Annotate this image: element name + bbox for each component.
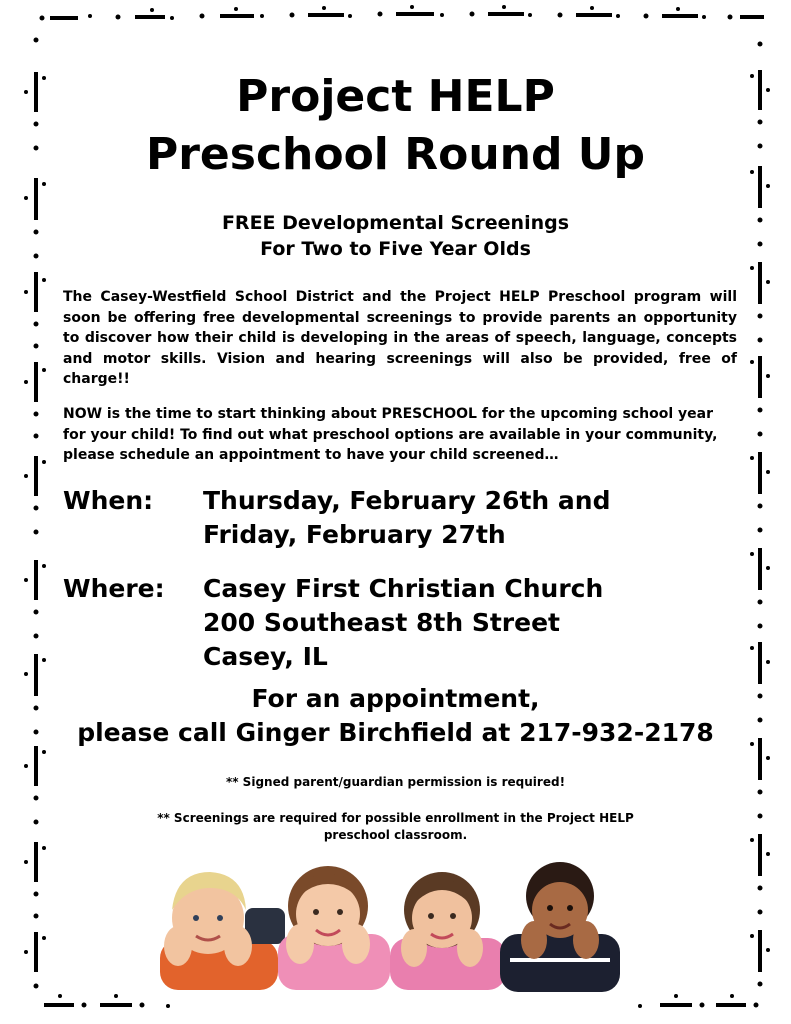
where-line-2: 200 Southeast 8th Street — [203, 608, 560, 637]
title-line-1: Project HELP — [236, 71, 555, 122]
when-line-1: Thursday, February 26th and — [203, 486, 611, 515]
child-3-figure — [390, 872, 506, 990]
when-line-2: Friday, February 27th — [203, 520, 506, 549]
subtitle-line-1: FREE Developmental Screenings — [221, 212, 570, 234]
appointment-line-2: please call Ginger Birchfield at 217-932-2178 — [77, 718, 714, 747]
child-2-figure — [278, 866, 390, 990]
where-line-3: Casey, IL — [203, 642, 328, 671]
title-line-2: Preschool Round Up — [145, 129, 646, 180]
child-4-figure — [500, 862, 620, 992]
intro-paragraph: The Casey-Westfield School District and the Project HELP Preschool program will soon be offering free developmental screenings to provide parents an opportunity to discover how their child is developing in the areas of speech, language, concepts and motor skills. Vision and hearing screenings will also be provided, free of charge!! — [63, 289, 737, 387]
appointment-line-1: For an appointment, — [251, 684, 540, 713]
when-label: When: — [63, 486, 154, 515]
where-line-1: Casey First Christian Church — [203, 574, 604, 603]
permission-note: ** Signed parent/guardian permission is required! — [225, 775, 566, 789]
subtitle-line-2: For Two to Five Year Olds — [260, 238, 531, 260]
now-paragraph: NOW is the time to start thinking about PRESCHOOL for the upcoming school year for your child! To find out what preschool options are available in your community, please schedule an appointment to have your child screened… — [63, 406, 718, 463]
children-photo — [150, 848, 640, 998]
enrollment-note-line-1: ** Screenings are required for possible enrollment in the Project HELP — [157, 811, 634, 825]
enrollment-note-line-2: preschool classroom. — [323, 828, 468, 842]
child-1-figure — [160, 872, 285, 990]
where-label: Where: — [63, 574, 165, 603]
